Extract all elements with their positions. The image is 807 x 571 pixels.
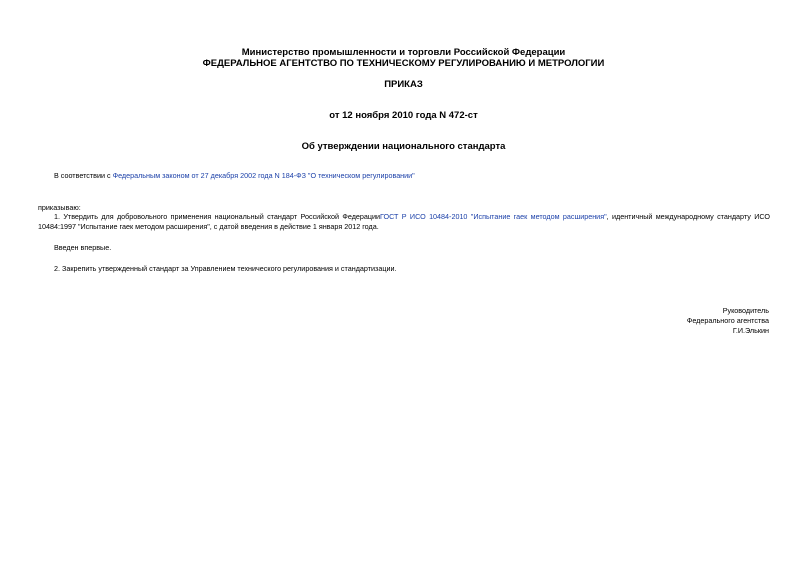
basis-paragraph — [54, 171, 415, 181]
item-1-prefix: 1. Утвердить для добровольного применения национальный стандарт Российской Федерации — [54, 212, 381, 221]
introduced-first-note: Введен впервые. — [54, 243, 112, 252]
document-type: ПРИКАЗ — [384, 79, 423, 90]
item-2-paragraph: 2. Закрепить утвержденный стандарт за Управлением технического регулирования и стандартизации. — [54, 264, 397, 273]
ministry-name: Министерство промышленности и торговли Российской Федерации — [241, 47, 566, 58]
document-date-number: от 12 ноября 2010 года N 472-ст — [329, 110, 478, 121]
signature-title: Руководитель — [722, 306, 769, 315]
gost-standard-link[interactable]: ГОСТ Р ИСО 10484-2010 "Испытание гаек методом расширения" — [380, 212, 607, 221]
item-1-paragraph — [38, 212, 770, 232]
item-1-suffix: , идентичный международному стандарту ИСО 10484:1997 "Испытание гаек методом расширения", с датой введения в действие 1 января 2012 года. — [38, 212, 770, 231]
basis-prefix: В соответствии с — [54, 171, 113, 180]
agency-name: ФЕДЕРАЛЬНОЕ АГЕНТСТВО ПО ТЕХНИЧЕСКОМУ РЕГУЛИРОВАНИЮ И МЕТРОЛОГИИ — [202, 58, 605, 69]
signature-org: Федерального агентства — [686, 316, 769, 325]
signature-name: Г.И.Элькин — [732, 326, 769, 335]
federal-law-link[interactable]: Федеральным законом от 27 декабря 2002 года N 184-ФЗ "О техническом регулировании" — [112, 171, 415, 180]
document-subject: Об утверждении национального стандарта — [301, 141, 506, 152]
order-word: приказываю: — [38, 203, 81, 212]
